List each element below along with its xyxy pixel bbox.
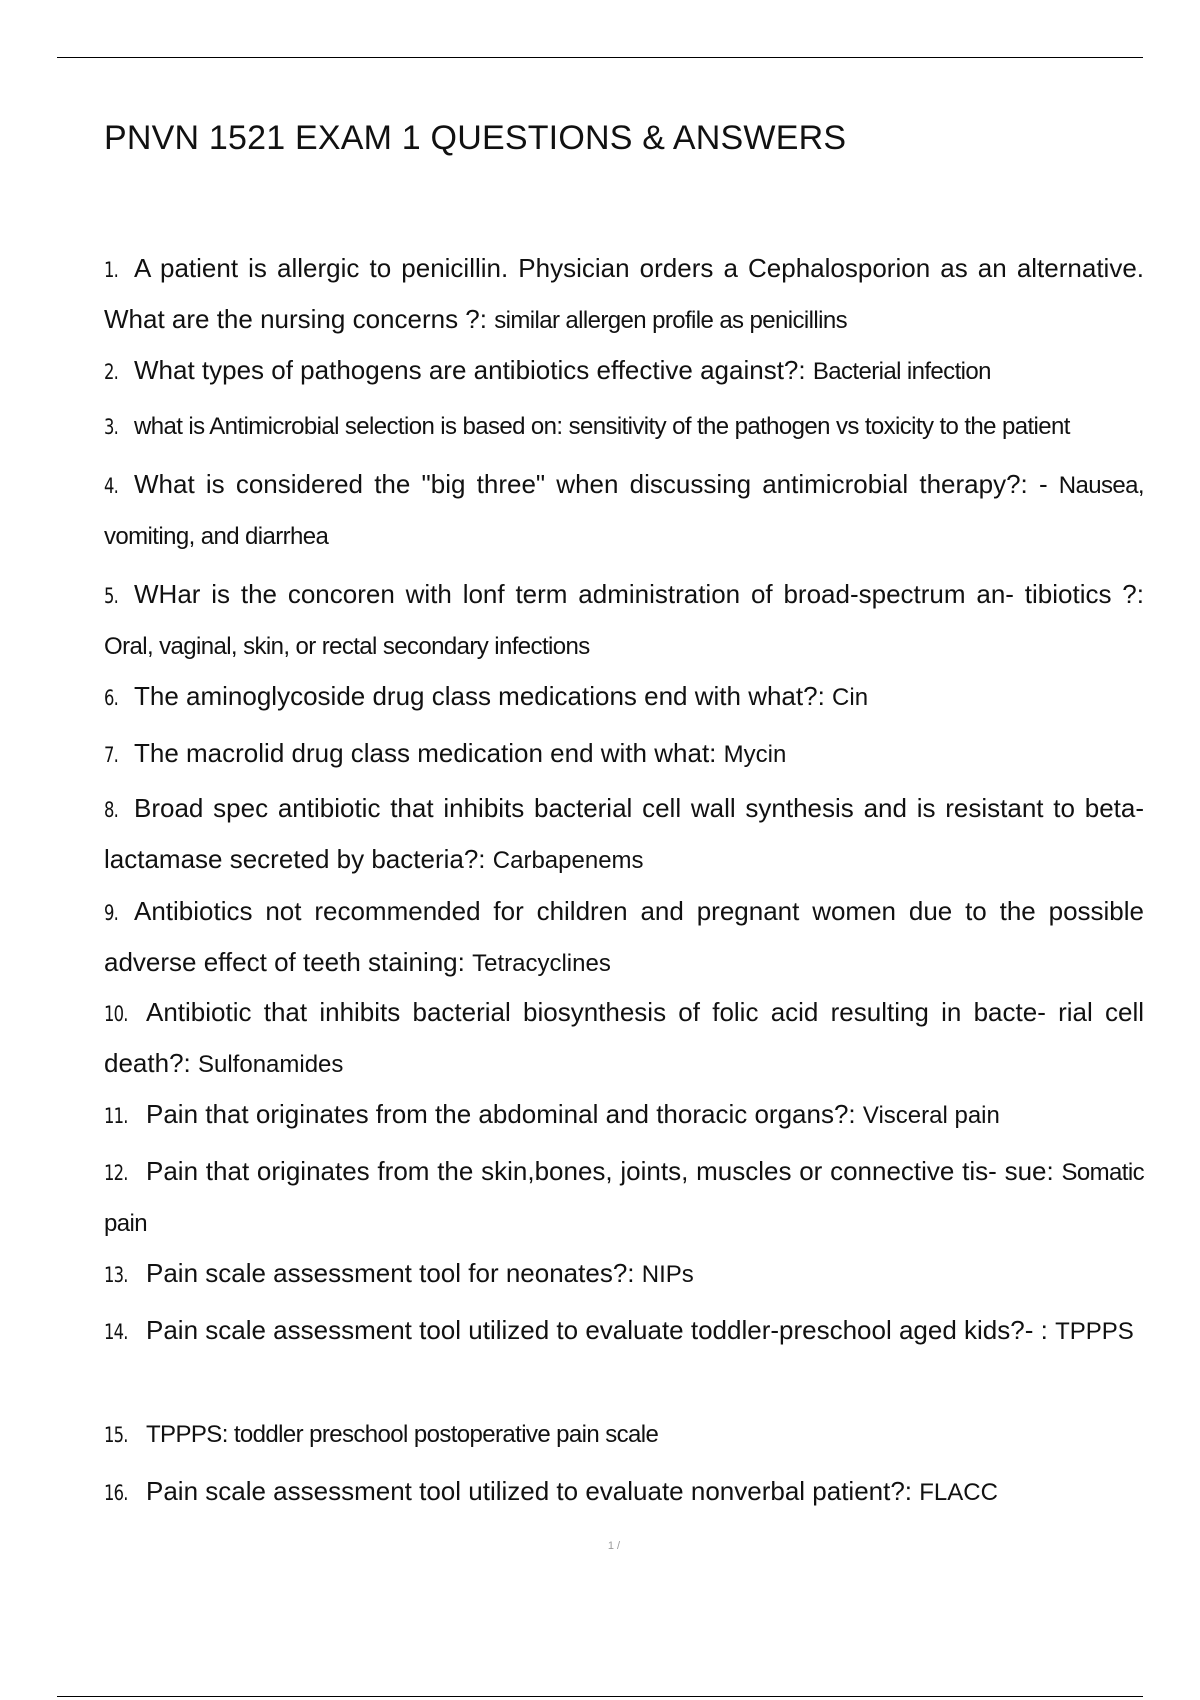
qa-item-14 (104, 1306, 1144, 1357)
item-question: WHar is the concoren with lonf term administration of broad-spectrum an- tibiotics ?: (134, 579, 1144, 609)
item-question: what is Antimicrobial selection is based on: (134, 413, 563, 440)
item-number: 6. (104, 686, 119, 710)
item-answer: TPPPS (1055, 1318, 1134, 1345)
item-question: Pain that originates from the abdominal and thoracic organs?: (146, 1099, 856, 1129)
item-question: What types of pathogens are antibiotics effective against?: (134, 355, 806, 385)
item-number: 5. (104, 584, 119, 608)
item-number: 3. (104, 415, 119, 439)
item-number: 7. (104, 743, 119, 767)
item-number: 1. (104, 258, 119, 282)
item-question: What is considered the "big three" when discussing antimicrobial therapy?: - (134, 469, 1048, 499)
item-number: 10. (104, 1002, 128, 1026)
item-question: Broad spec antibiotic that inhibits bacterial cell wall synthesis and is resistant to beta-lactamase secreted by bacteria?: (104, 793, 1144, 874)
item-number: 14. (104, 1320, 128, 1344)
item-answer: FLACC (919, 1479, 998, 1506)
item-question: The aminoglycoside drug class medications end with what?: (134, 681, 825, 711)
item-answer: Nausea, vomiting, and diarrhea (104, 472, 1144, 550)
item-answer: Carbapenems (492, 847, 644, 874)
item-number: 8. (104, 798, 119, 822)
item-answer: Cin (832, 684, 869, 711)
item-answer: Somatic pain (104, 1159, 1144, 1237)
qa-item-2 (104, 346, 1144, 397)
qa-item-1 (104, 244, 1144, 345)
item-answer: similar allergen profile as penicillins (494, 307, 847, 334)
item-answer: Oral, vaginal, skin, or rectal secondary infections (104, 633, 590, 660)
item-number: 12. (104, 1161, 128, 1185)
item-answer: sensitivity of the pathogen vs toxicity to the patient (568, 413, 1070, 440)
item-question: TPPPS: (146, 1421, 228, 1448)
qa-item-8 (104, 784, 1144, 885)
item-answer: NIPs (641, 1261, 694, 1288)
qa-item-4 (104, 460, 1144, 561)
qa-item-16 (104, 1467, 1144, 1518)
qa-item-3 (104, 402, 1144, 452)
item-number: 15. (104, 1423, 128, 1447)
qa-item-6 (104, 672, 1144, 723)
qa-item-12 (104, 1147, 1144, 1248)
item-number: 4. (104, 474, 119, 498)
item-question: Pain scale assessment tool utilized to evaluate nonverbal patient?: (146, 1476, 913, 1506)
bottom-rule (57, 1696, 1143, 1697)
qa-item-10 (104, 988, 1144, 1089)
qa-item-11 (104, 1090, 1144, 1141)
item-answer: toddler preschool postoperative pain scale (233, 1421, 659, 1448)
item-answer: Tetracyclines (472, 950, 611, 977)
qa-item-9 (104, 887, 1144, 988)
item-number: 9. (104, 901, 119, 925)
item-answer: Bacterial infection (812, 358, 991, 385)
qa-item-7 (104, 729, 1144, 780)
item-number: 16. (104, 1481, 128, 1505)
item-question: A patient is allergic to penicillin. Physician orders a Cephalosporion as an alternative. What are the nursing concerns ?: (104, 253, 1144, 334)
item-number: 2. (104, 360, 119, 384)
qa-item-5 (104, 570, 1144, 671)
item-number: 11. (104, 1104, 128, 1128)
item-answer: Sulfonamides (197, 1051, 344, 1078)
item-question: Antibiotics not recommended for children and pregnant women due to the possible adverse effect of teeth staining: (104, 896, 1144, 977)
top-rule (57, 57, 1143, 58)
document-title: PNVN 1521 EXAM 1 QUESTIONS & ANSWERS (104, 119, 847, 157)
page-number-mark: 1 / (607, 1540, 621, 1552)
item-number: 13. (104, 1263, 128, 1287)
item-answer: Visceral pain (862, 1102, 1000, 1129)
item-question: Pain scale assessment tool for neonates?: (146, 1258, 635, 1288)
item-question: The macrolid drug class medication end with what: (134, 738, 717, 768)
qa-item-15 (104, 1410, 1144, 1460)
item-question: Antibiotic that inhibits bacterial biosynthesis of folic acid resulting in bacte- rial cell death?: (104, 997, 1144, 1078)
item-question: Pain that originates from the skin,bones, joints, muscles or connective tis- sue: (146, 1156, 1054, 1186)
item-answer: Mycin (723, 741, 787, 768)
qa-item-13 (104, 1249, 1144, 1300)
item-question: Pain scale assessment tool utilized to evaluate toddler-preschool aged kids?- : (146, 1315, 1048, 1345)
